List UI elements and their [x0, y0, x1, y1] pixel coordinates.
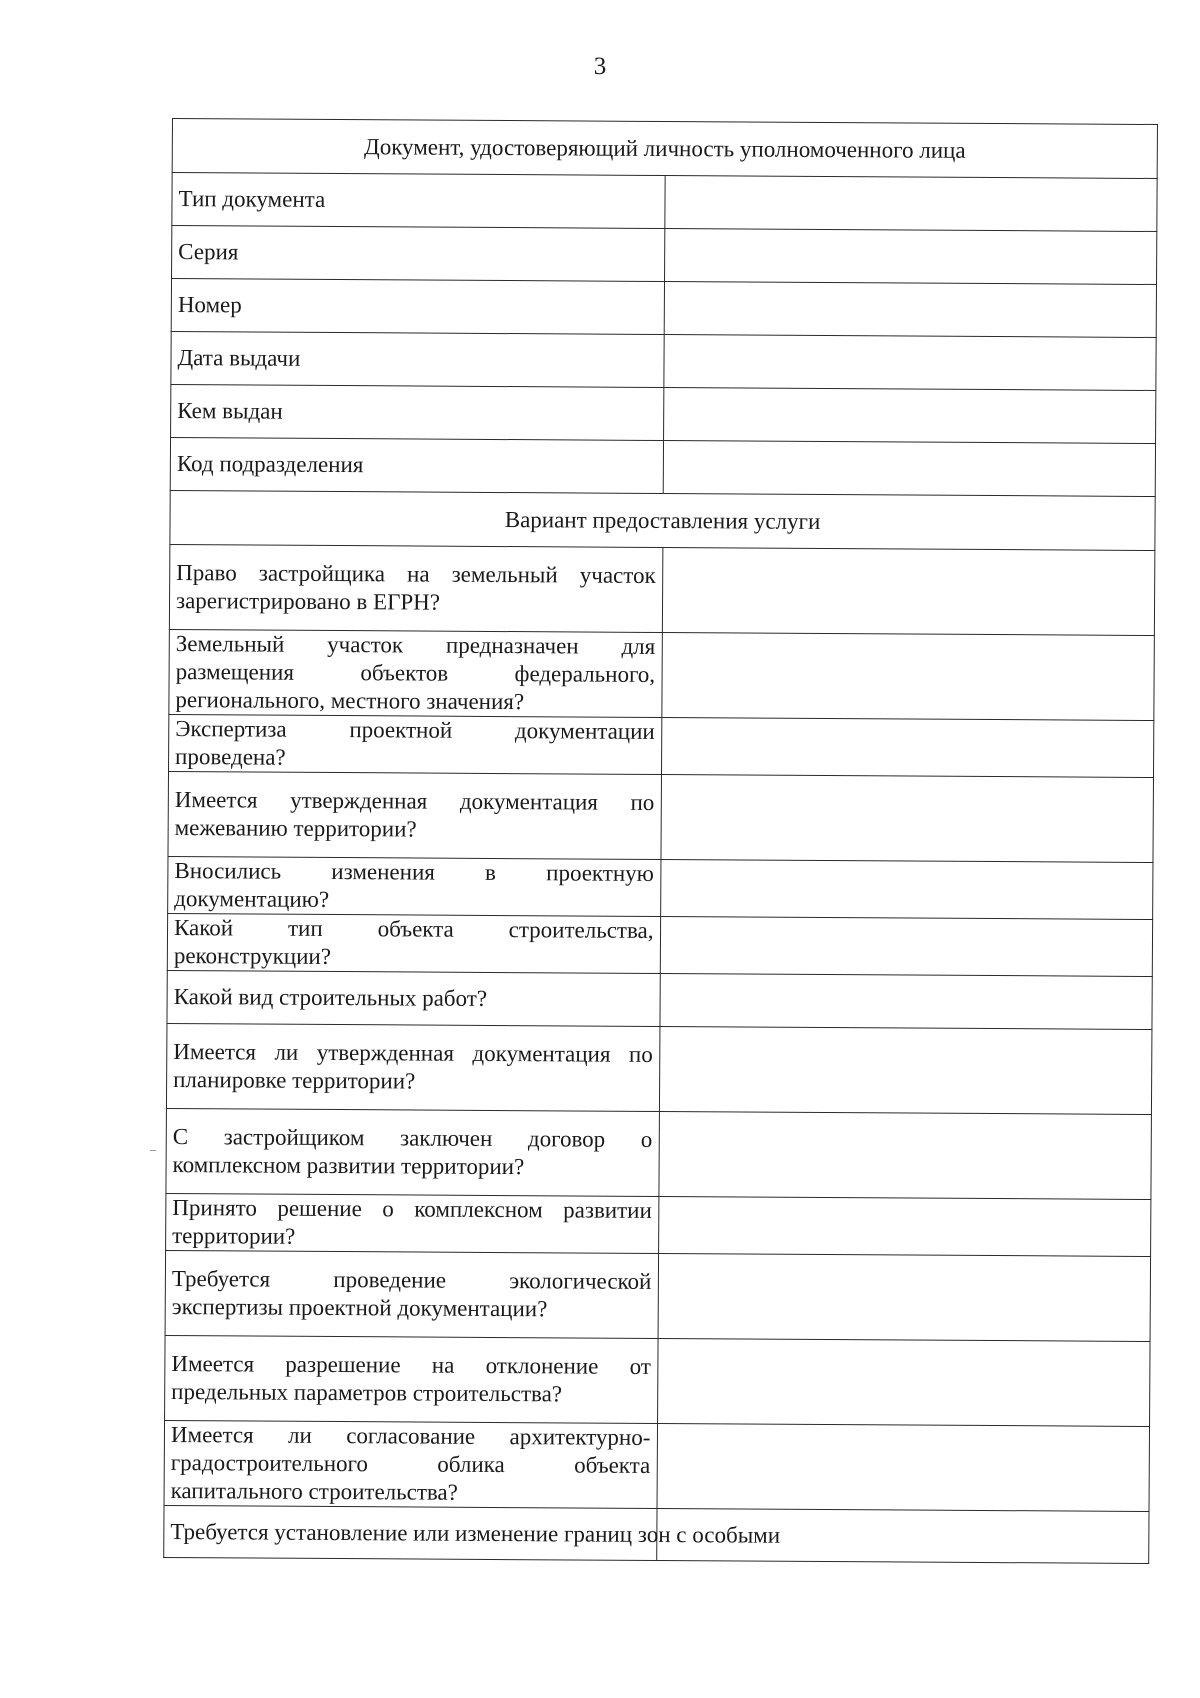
table-row — [167, 913, 1152, 976]
table-row — [169, 629, 1155, 720]
table-row — [165, 1335, 1151, 1426]
table-row — [164, 1420, 1150, 1511]
table-row — [166, 1193, 1151, 1256]
field-label-issued-by: Кем выдан — [171, 384, 664, 440]
field-value-document-type[interactable] — [664, 176, 1157, 232]
question-label: Вносились изменения в проектную документацию? — [168, 856, 661, 916]
answer-cell[interactable] — [661, 718, 1154, 778]
question-label: Имеется ли согласование архитектурно-градостроительного облика объекта капитального строительства? — [164, 1420, 657, 1508]
table-row — [172, 173, 1157, 232]
table-row — [168, 856, 1153, 919]
field-label-document-type: Тип документа — [172, 173, 665, 229]
section-header-row — [172, 119, 1157, 179]
answer-cell[interactable] — [660, 774, 1153, 862]
page-number: 3 — [593, 53, 607, 80]
question-label: Какой тип объекта строительства, реконструкции? — [167, 913, 660, 973]
table-row — [169, 714, 1154, 777]
table-row — [167, 970, 1152, 1029]
question-label: Имеется утвержденная документация по межеванию территории? — [168, 771, 661, 859]
field-label-number: Номер — [171, 279, 664, 335]
question-label: Земельный участок предназначен для размещения объектов федерального, регионального, местного значения? — [169, 629, 662, 717]
answer-cell[interactable] — [657, 1338, 1150, 1426]
answer-cell[interactable] — [662, 548, 1155, 636]
table-row — [166, 1023, 1152, 1114]
question-label: Имеется разрешение на отклонение от предельных параметров строительства? — [165, 1335, 658, 1423]
table-row — [168, 771, 1154, 862]
table-row — [164, 1505, 1149, 1563]
table-row — [166, 1108, 1152, 1199]
answer-cell[interactable] — [661, 633, 1154, 721]
scan-artifact — [150, 1150, 156, 1151]
table-row — [171, 384, 1156, 443]
section-title-identity-document: Документ, удостоверяющий личность уполномоченного лица — [172, 119, 1157, 179]
answer-cell[interactable] — [660, 859, 1153, 919]
question-label: Принято решение о комплексном развитии территории? — [166, 1193, 659, 1253]
question-label: Право застройщика на земельный участок зарегистрировано в ЕГРН? — [169, 544, 662, 632]
question-label: Имеется ли утвержденная документация по планировке территории? — [166, 1023, 659, 1111]
field-value-issue-date[interactable] — [663, 335, 1156, 391]
table-row — [169, 544, 1155, 635]
question-label: Экспертиза проектной документации проведена? — [169, 714, 662, 774]
table-row — [172, 226, 1157, 285]
field-value-issued-by[interactable] — [663, 388, 1156, 444]
field-label-department-code: Код подразделения — [170, 437, 663, 493]
field-value-series[interactable] — [664, 229, 1157, 285]
answer-cell[interactable] — [658, 1196, 1151, 1256]
answer-cell[interactable] — [658, 1111, 1151, 1199]
answer-cell[interactable] — [660, 916, 1153, 976]
answer-cell[interactable] — [659, 1026, 1152, 1114]
table-row — [170, 437, 1155, 496]
application-form-table — [163, 118, 1158, 1564]
field-label-issue-date: Дата выдачи — [171, 331, 664, 387]
question-label: Требуется проведение экологической экспертизы проектной документации? — [165, 1250, 658, 1338]
section-header-row — [170, 490, 1155, 550]
field-value-department-code[interactable] — [663, 441, 1156, 497]
table-row — [171, 279, 1156, 338]
table-row — [165, 1250, 1151, 1341]
answer-cell[interactable] — [658, 1253, 1151, 1341]
table-row — [171, 331, 1156, 390]
answer-cell[interactable] — [657, 1423, 1150, 1511]
question-label: Какой вид строительных работ? — [167, 970, 660, 1026]
section-title-service-variant: Вариант предоставления услуги — [170, 490, 1155, 550]
field-label-series: Серия — [172, 226, 665, 282]
question-label: Требуется установление или изменение границ зон с особыми — [164, 1505, 657, 1560]
field-value-number[interactable] — [664, 282, 1157, 338]
answer-cell[interactable] — [659, 973, 1152, 1029]
question-label: С застройщиком заключен договор о комплексном развитии территории? — [166, 1108, 659, 1196]
